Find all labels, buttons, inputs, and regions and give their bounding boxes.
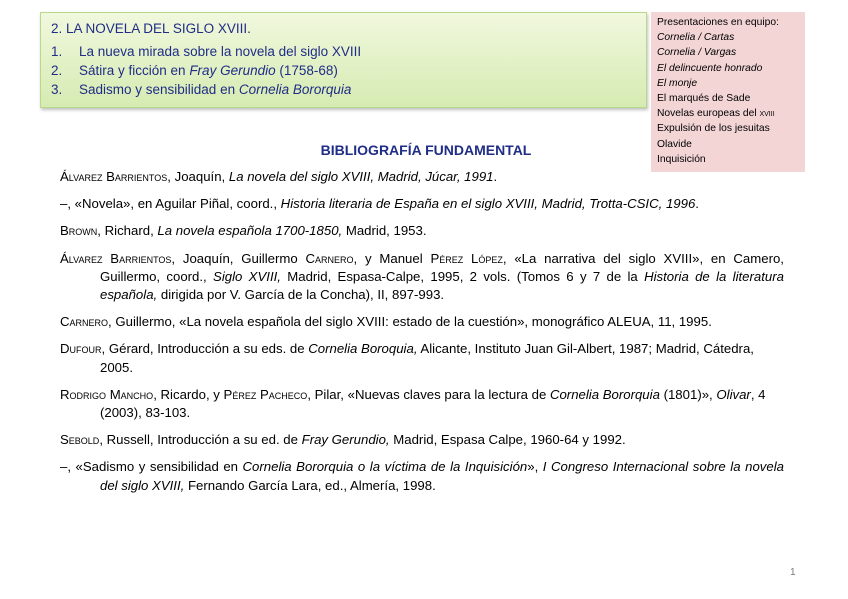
side-item: Novelas europeas del xviii (657, 108, 775, 120)
topic-list (51, 42, 636, 99)
topic-title-box (40, 12, 647, 108)
bibliography-entry: –, «Novela», en Aguilar Piñal, coord., Historia literaria de España en el siglo XVIII, Madrid, Trotta-CSIC, 1996. (60, 196, 699, 212)
bibliography-entry: –, «Sadismo y sensibilidad en Cornelia Bororquia o la víctima de la Inquisición», I Congreso Internacional sobre la novela del siglo XVIII, Fernando García Lara, ed., Almería, 1998. (60, 459, 784, 493)
bibliography-list (60, 168, 784, 504)
topic-item: 2. Sátira y ficción en Fray Gerundio (1758-68) (51, 63, 338, 78)
side-item: El marqués de Sade (657, 93, 751, 105)
side-item: Olavide (657, 138, 692, 150)
bibliography-entry: Carnero, Guillermo, «La novela española del siglo XVIII: estado de la cuestión», monográfico ALEUA, 11, 1995. (60, 314, 712, 330)
bibliography-title: BIBLIOGRAFÍA FUNDAMENTAL (320, 142, 532, 158)
side-item: Cornelia / Vargas (657, 47, 737, 59)
bibliography-entry: Álvarez Barrientos, Joaquín, Guillermo Carnero, y Manuel Pérez López, «La narrativa del siglo XVIII», en Camero, Guillermo, coord., Siglo XVIII, Madrid, Espasa-Calpe, 1995, 2 vols. (Tomos 6 y 7 de la Historia de la literatura española, dirigida por V. García de la Concha), II, 897-993. (60, 250, 784, 303)
side-item: El monje (657, 77, 698, 89)
side-item: Inquisición (657, 153, 706, 165)
bibliography-entry: Rodrigo Mancho, Ricardo, y Pérez Pacheco, Pilar, «Nuevas claves para la lectura de Cornelia Bororquia (1801)», Olivar, 4 (2003), 83-103. (60, 386, 766, 421)
topic-item: 3. Sadismo y sensibilidad en Cornelia Bororquia (51, 82, 352, 97)
side-item: Expulsión de los jesuitas (657, 123, 770, 135)
bibliography-entry: Dufour, Gérard, Introducción a su eds. de Cornelia Boroquia, Alicante, Instituto Juan Gil-Albert, 1987; Madrid, Cátedra, 2005. (60, 341, 754, 375)
bibliography-entry: Sebold, Russell, Introducción a su ed. de Fray Gerundio, Madrid, Espasa Calpe, 1960-64 y 1992. (60, 432, 626, 448)
topic-item: 1. La nueva mirada sobre la novela del siglo XVIII (51, 44, 362, 59)
side-heading: Presentaciones en equipo: (657, 17, 779, 28)
bibliography-entry: Brown, Richard, La novela española 1700-1850, Madrid, 1953. (60, 223, 427, 239)
side-item: El delincuente honrado (657, 62, 763, 74)
bibliography-entry: Álvarez Barrientos, Joaquín, La novela del siglo XVIII, Madrid, Júcar, 1991. (60, 169, 498, 184)
page-number: 1 (790, 567, 796, 578)
section-title: 2. LA NOVELA DEL SIGLO XVIII. (51, 21, 251, 36)
side-item: Cornelia / Cartas (657, 32, 735, 44)
